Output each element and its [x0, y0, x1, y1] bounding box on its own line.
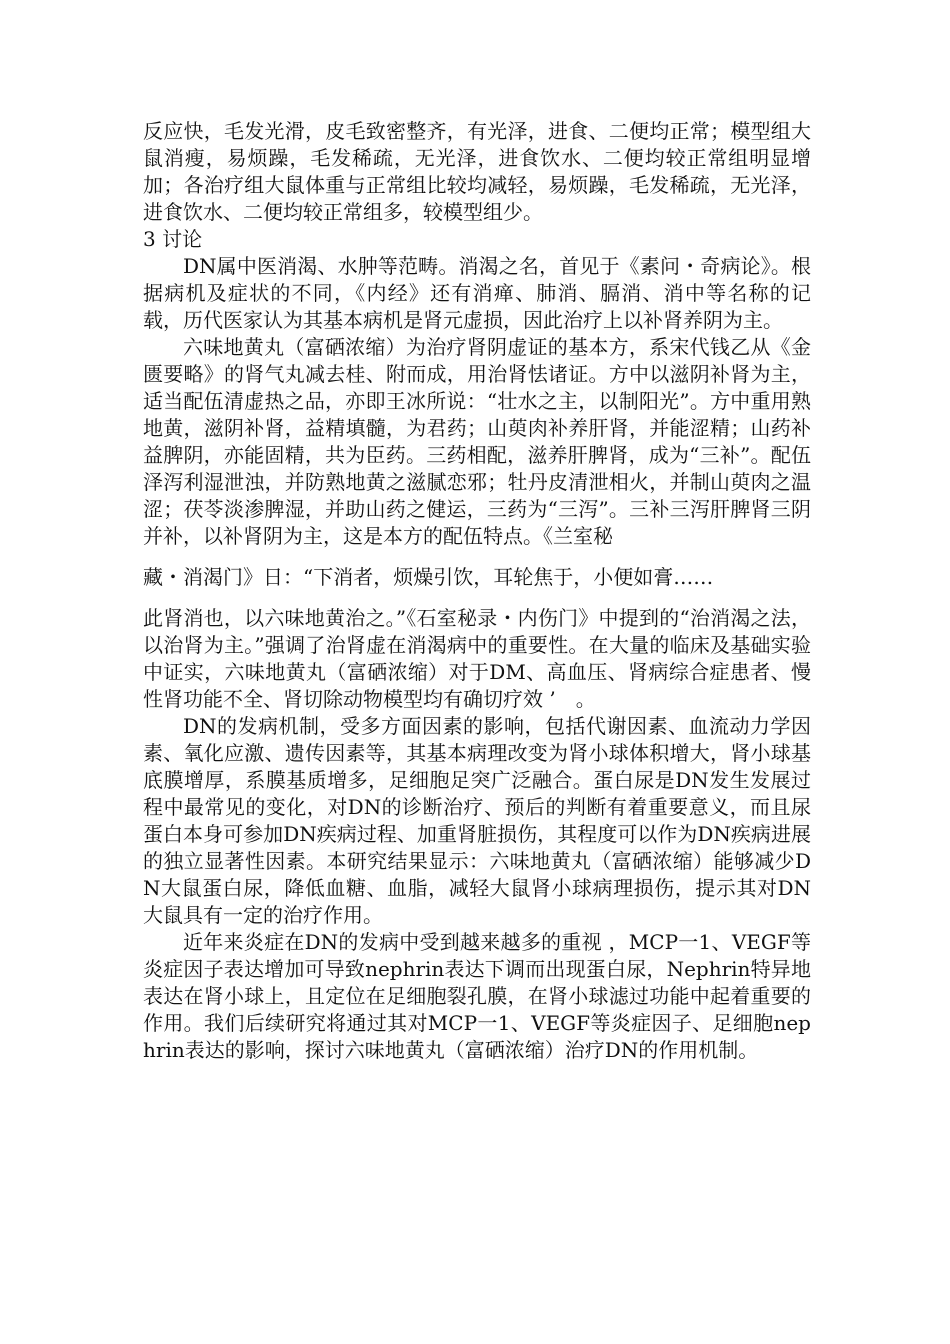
paragraph-quote-lanshi: 藏・消渴门》日：“下消者，烦燥引饮，耳轮焦于，小便如膏…… [143, 565, 714, 589]
document-page [143, 118, 811, 1064]
section-heading-discussion: 3 讨论 [143, 227, 203, 251]
paragraph-dn-pathogenesis: DN的发病机制，受多方面因素的影响，包括代谢因素、血流动力学因素、氧化应激、遗传因素等，其基本病理改变为肾小球体积增大，肾小球基底膜增厚，系膜基质增多，足细胞足突广泛融合。蛋白尿是DN发生发展过程中最常见的变化，对DN的诊断治疗、预后的判断有着重要意义，而且尿蛋白本身可参加DN疾病过程、加重肾脏损伤，其程度可以作为DN疾病进展的独立显著性因素。本研究结果显示：六味地黄丸（富硒浓缩）能够减少DN大鼠蛋白尿，降低血糖、血脂，减轻大鼠肾小球病理损伤，提示其对DN大鼠具有一定的治疗作用。 [143, 714, 811, 927]
paragraph-results-observation: 反应快，毛发光滑，皮毛致密整齐，有光泽，进食、二便均正常；模型组大鼠消瘦，易烦躁，毛发稀疏，无光泽，进食饮水、二便均较正常组明显增加；各治疗组大鼠体重与正常组比较均减轻，易烦躁，毛发稀疏，无光泽，进食饮水、二便均较正常组多，较模型组少。 [143, 119, 811, 224]
paragraph-liuwei-formula: 六味地黄丸（富硒浓缩）为治疗肾阴虚证的基本方，系宋代钱乙从《金匮要略》的肾气丸减去桂、附而成，用治肾怯诸证。方中以滋阴补肾为主，适当配伍清虚热之品，亦即王冰所说：“壮水之主，以制阳光”。方中重用熟地黄，滋阴补肾，益精填髓，为君药；山萸肉补养肝肾，并能涩精；山药补益脾阴，亦能固精，共为臣药。三药相配，滋养肝脾肾，成为“三补”。配伍泽泻利湿泄浊，并防熟地黄之滋腻恋邪；牡丹皮清泄相火，并制山萸肉之温涩；茯苓淡渗脾湿，并助山药之健运，三药为“三泻”。三补三泻肝脾肾三阴并补，以补肾阴为主，这是本方的配伍特点。《兰室秘 [143, 335, 811, 548]
paragraph-inflammation-future-work: 近年来炎症在DN的发病中受到越来越多的重视 ，MCP一1、VEGF等炎症因子表达增加可导致nephrin表达下调而出现蛋白尿，Nephrin特异地表达在肾小球上，且定位在足细胞裂孔膜，在肾小球滤过功能中起着重要的作用。我们后续研究将通过其对MCP一1、VEGF等炎症因子、足细胞nephrin表达的影响，探讨六味地黄丸（富硒浓缩）治疗DN的作用机制。 [143, 930, 811, 1062]
paragraph-shishi-quote: 此肾消也，以六味地黄治之。”《石室秘录・内伤门》中提到的“治消渴之法，以治肾为主。”强调了治肾虚在消渴病中的重要性。在大量的临床及基础实验中证实，六味地黄丸（富硒浓缩）对于DM、高血压、肾病综合症患者、慢性肾功能不全、肾切除动物模型均有确切疗效 ’ 。 [143, 606, 811, 711]
paragraph-dn-tcm-category: DN属中医消渴、水肿等范畴。消渴之名，首见于《素问・奇病论》。根据病机及症状的不同，《内经》还有消瘅、肺消、膈消、消中等名称的记载，历代医家认为其基本病机是肾元虚损，因此治疗上以补肾养阴为主。 [143, 254, 811, 332]
